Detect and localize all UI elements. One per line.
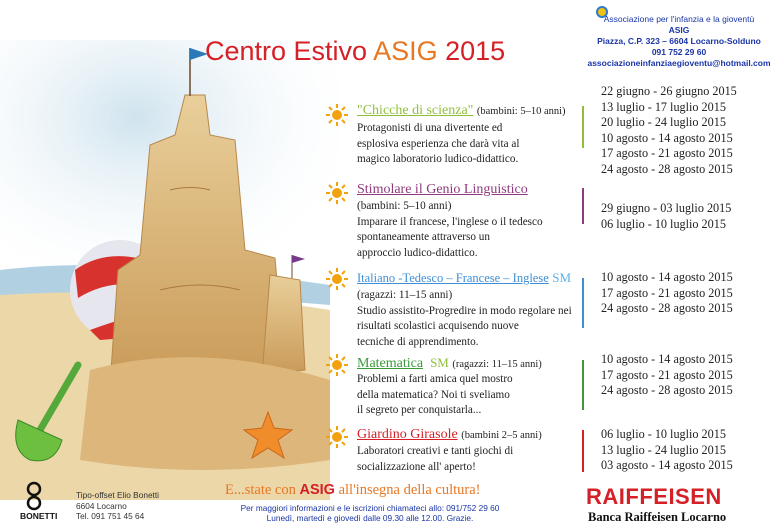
section-audience: (ragazzi: 11–15 anni) <box>357 289 453 301</box>
dates-matematica <box>601 352 733 399</box>
sandcastle-illustration <box>0 40 340 500</box>
section-heading <box>357 427 542 443</box>
date-range: 20 luglio - 24 luglio 2015 <box>601 115 726 129</box>
description-line: esplosiva esperienza che darà vita al <box>357 137 520 150</box>
section-title: Italiano -Tedesco – Francese – Inglese <box>357 271 549 285</box>
org-email: associazioneinfanziaegioventu@hotmail.com <box>587 58 771 68</box>
section-audience: (ragazzi: 11–15 anni) <box>452 359 542 370</box>
title-year: 2015 <box>437 36 506 66</box>
section-description <box>357 444 513 475</box>
dates-giardino-girasole <box>601 427 733 474</box>
date-range: 22 giugno - 26 giugno 2015 <box>601 84 737 98</box>
date-range: 13 luglio - 17 luglio 2015 <box>601 99 726 114</box>
sun-icon <box>326 268 348 290</box>
printer-logo <box>20 481 72 521</box>
section-lingue-sm <box>329 266 594 346</box>
raiffeisen-logo: RAIFFEISEN <box>586 484 722 509</box>
section-title: Giardino Girasole <box>357 427 458 442</box>
description-line: socializzazione all' aperto! <box>357 460 476 473</box>
section-giardino-girasole <box>329 424 594 479</box>
date-range: 29 giugno - 03 luglio 2015 <box>601 201 732 215</box>
section-description <box>357 372 513 419</box>
description-line: Imparare il francese, l'inglese o il tedesco <box>357 215 543 228</box>
date-range: 24 agosto - 28 agosto 2015 <box>601 301 733 315</box>
slogan-text-end: all'insegna della cultura! <box>334 482 481 498</box>
dates-chicche-di-scienza <box>601 84 737 177</box>
date-range: 24 agosto - 28 agosto 2015 <box>601 161 733 176</box>
section-audience: (bambini 2–5 anni) <box>461 430 542 441</box>
section-audience: (bambini: 5–10 anni) <box>476 106 566 117</box>
description-line: spontaneamente attraverso un <box>357 231 490 243</box>
date-range: 17 agosto - 21 agosto 2015 <box>601 367 733 382</box>
section-heading <box>357 270 571 287</box>
title-highlight: ASIG <box>373 36 438 66</box>
description-line: risultati scolastici acquisendo nuove <box>357 320 519 332</box>
description-line: il segreto per conquistarla... <box>357 404 482 416</box>
section-divider <box>582 106 584 148</box>
description-line: Laboratori creativi e tanti giochi di <box>357 445 514 457</box>
title-text: Centro Estivo <box>205 36 374 66</box>
sun-icon <box>326 426 348 448</box>
description-line: Protagonisti di una divertente ed <box>357 122 503 134</box>
description-line: Studio assistito-Progredire in modo regolare nei <box>357 304 572 317</box>
date-range: 03 agosto - 14 agosto 2015 <box>601 458 733 472</box>
description-line: della matematica? Noi ti sveliamo <box>357 388 510 401</box>
contact-info <box>215 503 525 523</box>
section-heading <box>357 103 566 119</box>
description-line: tecniche di apprendimento. <box>357 335 479 348</box>
section-audience: (bambini: 5–10 anni) <box>357 200 452 212</box>
printer-info <box>76 490 159 522</box>
date-range: 13 luglio - 24 luglio 2015 <box>601 442 726 457</box>
printer-name: Tipo-offset Elio Bonetti <box>76 490 160 500</box>
date-range: 17 agosto - 21 agosto 2015 <box>601 285 733 300</box>
date-range: 24 agosto - 28 agosto 2015 <box>601 383 733 397</box>
section-divider <box>582 278 584 328</box>
printer-phone: Tel. 091 751 45 64 <box>76 511 145 521</box>
section-description <box>357 121 519 168</box>
section-chicche-di-scienza <box>329 98 594 178</box>
description-line: magico laboratorio ludico-didattico. <box>357 153 519 165</box>
printer-city: 6604 Locarno <box>76 500 127 511</box>
slogan-text: E...state con <box>225 482 300 498</box>
section-description <box>357 288 572 350</box>
section-heading <box>357 355 542 372</box>
slogan-asig: ASIG <box>299 482 335 498</box>
dates-lingue-sm <box>601 270 733 317</box>
org-name: ASIG <box>668 25 690 35</box>
section-title: "Chicche di scienza" <box>357 103 474 118</box>
sun-icon <box>326 104 348 126</box>
date-range: 10 agosto - 14 agosto 2015 <box>601 270 733 284</box>
hours-line: Lunedì, martedì e giovedì dalle 09.30 alle 12.00. Grazie. <box>266 513 474 523</box>
section-divider <box>582 360 584 410</box>
section-tag: SM <box>430 355 449 370</box>
sun-icon <box>326 182 348 204</box>
description-line: approccio ludico-didattico. <box>357 246 478 259</box>
section-genio-linguistico <box>329 178 594 258</box>
dates-genio-linguistico <box>601 201 731 232</box>
printer-logo-text: BONETTI <box>20 511 58 521</box>
bank-name: Banca Raiffeisen Locarno <box>588 510 727 524</box>
section-tag: SM <box>552 270 572 285</box>
date-range: 17 agosto - 21 agosto 2015 <box>601 146 733 160</box>
description-line: Problemi a farti amica quel mostro <box>357 373 513 385</box>
section-heading <box>357 182 528 198</box>
date-range: 10 agosto - 14 agosto 2015 <box>601 130 733 145</box>
slogan <box>225 482 481 499</box>
section-matematica <box>329 352 594 422</box>
section-divider <box>582 430 584 472</box>
date-range: 06 luglio - 10 luglio 2015 <box>601 216 726 231</box>
page-title <box>205 36 505 67</box>
section-divider <box>582 188 584 224</box>
org-line1: Associazione per l'infanzia e la gioventù <box>603 14 755 24</box>
date-range: 06 luglio - 10 luglio 2015 <box>601 427 726 441</box>
org-address: Piazza, C.P. 323 – 6604 Locarno-Solduno <box>597 36 761 46</box>
section-description <box>357 199 543 261</box>
date-range: 10 agosto - 14 agosto 2015 <box>601 352 733 366</box>
contact-line: Per maggiori informazioni e le iscrizioni chiamateci allo: 091/752 29 60 <box>240 503 500 513</box>
org-phone: 091 752 29 60 <box>651 47 707 57</box>
section-title: Matematica <box>357 356 424 371</box>
sun-icon <box>326 354 348 376</box>
section-title: Stimolare il Genio Linguistico <box>357 182 528 197</box>
organization-info <box>583 14 775 69</box>
